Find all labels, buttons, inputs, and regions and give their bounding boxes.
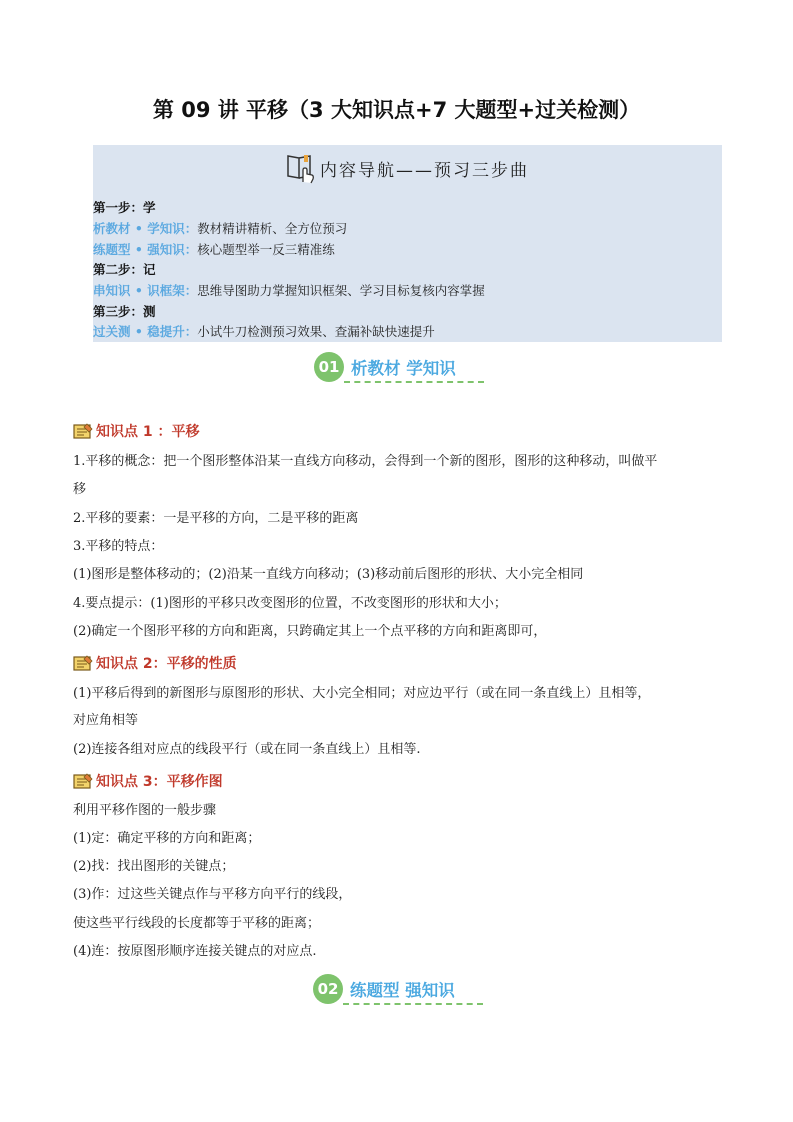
nav-header-text: 内容导航——预习三步曲 [320, 160, 529, 181]
kp1-paragraph-4: (1)图形是整体移动的；(2)沿某一直线方向移动；(3)移动前后图形的形状、大小完全相同 [73, 567, 584, 582]
kp1-paragraph-6: (2)确定一个图形平移的方向和距离，只跨确定其上一个点平移的方向和距离即可， [73, 624, 547, 639]
book-hand-icon [286, 152, 316, 184]
nav-line-3 [93, 283, 485, 299]
nav-line-4-desc: 小试牛刀检测预习效果、查漏补缺快速提升 [197, 324, 435, 339]
kp3-paragraph-1: (1)定：确定平移的方向和距离； [73, 831, 261, 846]
nav-line-4-label: 过关测 • 稳提升： [93, 324, 198, 339]
section-underline-02 [343, 1003, 483, 1005]
kp1-paragraph-5: 4.要点提示：(1)图形的平移只改变图形的位置，不改变图形的形状和大小； [73, 596, 507, 611]
kp1-paragraph-2: 2.平移的要素：一是平移的方向，二是平移的距离 [73, 511, 359, 526]
section-number-01: 01 [314, 352, 344, 382]
nav-line-2-desc: 核心题型举一反三精准练 [197, 242, 335, 257]
notebook-icon [73, 655, 93, 672]
kp2-paragraph-2: (2)连接各组对应点的线段平行（或在同一条直线上）且相等. [73, 742, 421, 757]
nav-line-3-desc: 思维导图助力掌握知识框架、学习目标复核内容掌握 [197, 283, 485, 298]
nav-line-1-desc: 教材精讲精析、全方位预习 [197, 221, 348, 236]
content-navigation-box [93, 145, 722, 342]
knowledge-point-2-title: 知识点 2：平移的性质 [96, 656, 237, 672]
page-title: 第 09 讲 平移（3 大知识点+7 大题型+过关检测） [152, 98, 641, 122]
step-two-title: 第二步：记 [93, 262, 156, 277]
step-one-title: 第一步：学 [93, 200, 156, 215]
nav-line-4 [93, 324, 435, 340]
section-underline-01 [344, 381, 484, 383]
kp1-paragraph-1b: 移 [73, 482, 87, 497]
section-number-02: 02 [313, 974, 343, 1004]
kp1-paragraph-1a: 1.平移的概念：把一个图形整体沿某一直线方向移动，会得到一个新的图形，图形的这种移动，叫做平 [73, 454, 658, 469]
nav-line-3-label: 串知识 • 识框架： [93, 283, 198, 298]
nav-line-1-label: 析教材 • 学知识： [93, 221, 198, 236]
step-one [93, 200, 156, 216]
nav-line-1 [93, 221, 347, 237]
kp2-paragraph-1b: 对应角相等 [73, 713, 139, 728]
kp3-paragraph-0: 利用平移作图的一般步骤 [73, 803, 217, 818]
kp1-paragraph-3: 3.平移的特点： [73, 539, 164, 554]
section-badge-01 [314, 352, 456, 382]
section-badge-02 [313, 974, 455, 1004]
kp3-paragraph-4: 使这些平行线段的长度都等于平移的距离； [73, 916, 321, 931]
knowledge-point-1-heading [73, 421, 200, 441]
knowledge-point-2-heading [73, 653, 237, 673]
knowledge-point-1-title: 知识点 1 ：平移 [96, 424, 200, 440]
kp3-paragraph-2: (2)找：找出图形的关键点； [73, 859, 235, 874]
section-label-01: 析教材 学知识 [351, 359, 456, 378]
step-two [93, 262, 156, 278]
knowledge-point-3-heading [73, 771, 223, 791]
kp3-paragraph-5: (4)连：按原图形顺序连接关键点的对应点. [73, 944, 317, 959]
step-three [93, 304, 156, 320]
section-label-02: 练题型 强知识 [350, 981, 455, 1000]
notebook-icon [73, 423, 93, 440]
nav-line-2 [93, 242, 335, 258]
kp3-paragraph-3: (3)作：过这些关键点作与平移方向平行的线段， [73, 887, 352, 902]
kp2-paragraph-1a: (1)平移后得到的新图形与原图形的形状、大小完全相同；对应边平行（或在同一条直线上）且相等， [73, 686, 651, 701]
nav-header [93, 151, 722, 185]
step-three-title: 第三步：测 [93, 304, 156, 319]
knowledge-point-3-title: 知识点 3：平移作图 [96, 774, 223, 790]
nav-line-2-label: 练题型 • 强知识： [93, 242, 198, 257]
notebook-icon [73, 773, 93, 790]
